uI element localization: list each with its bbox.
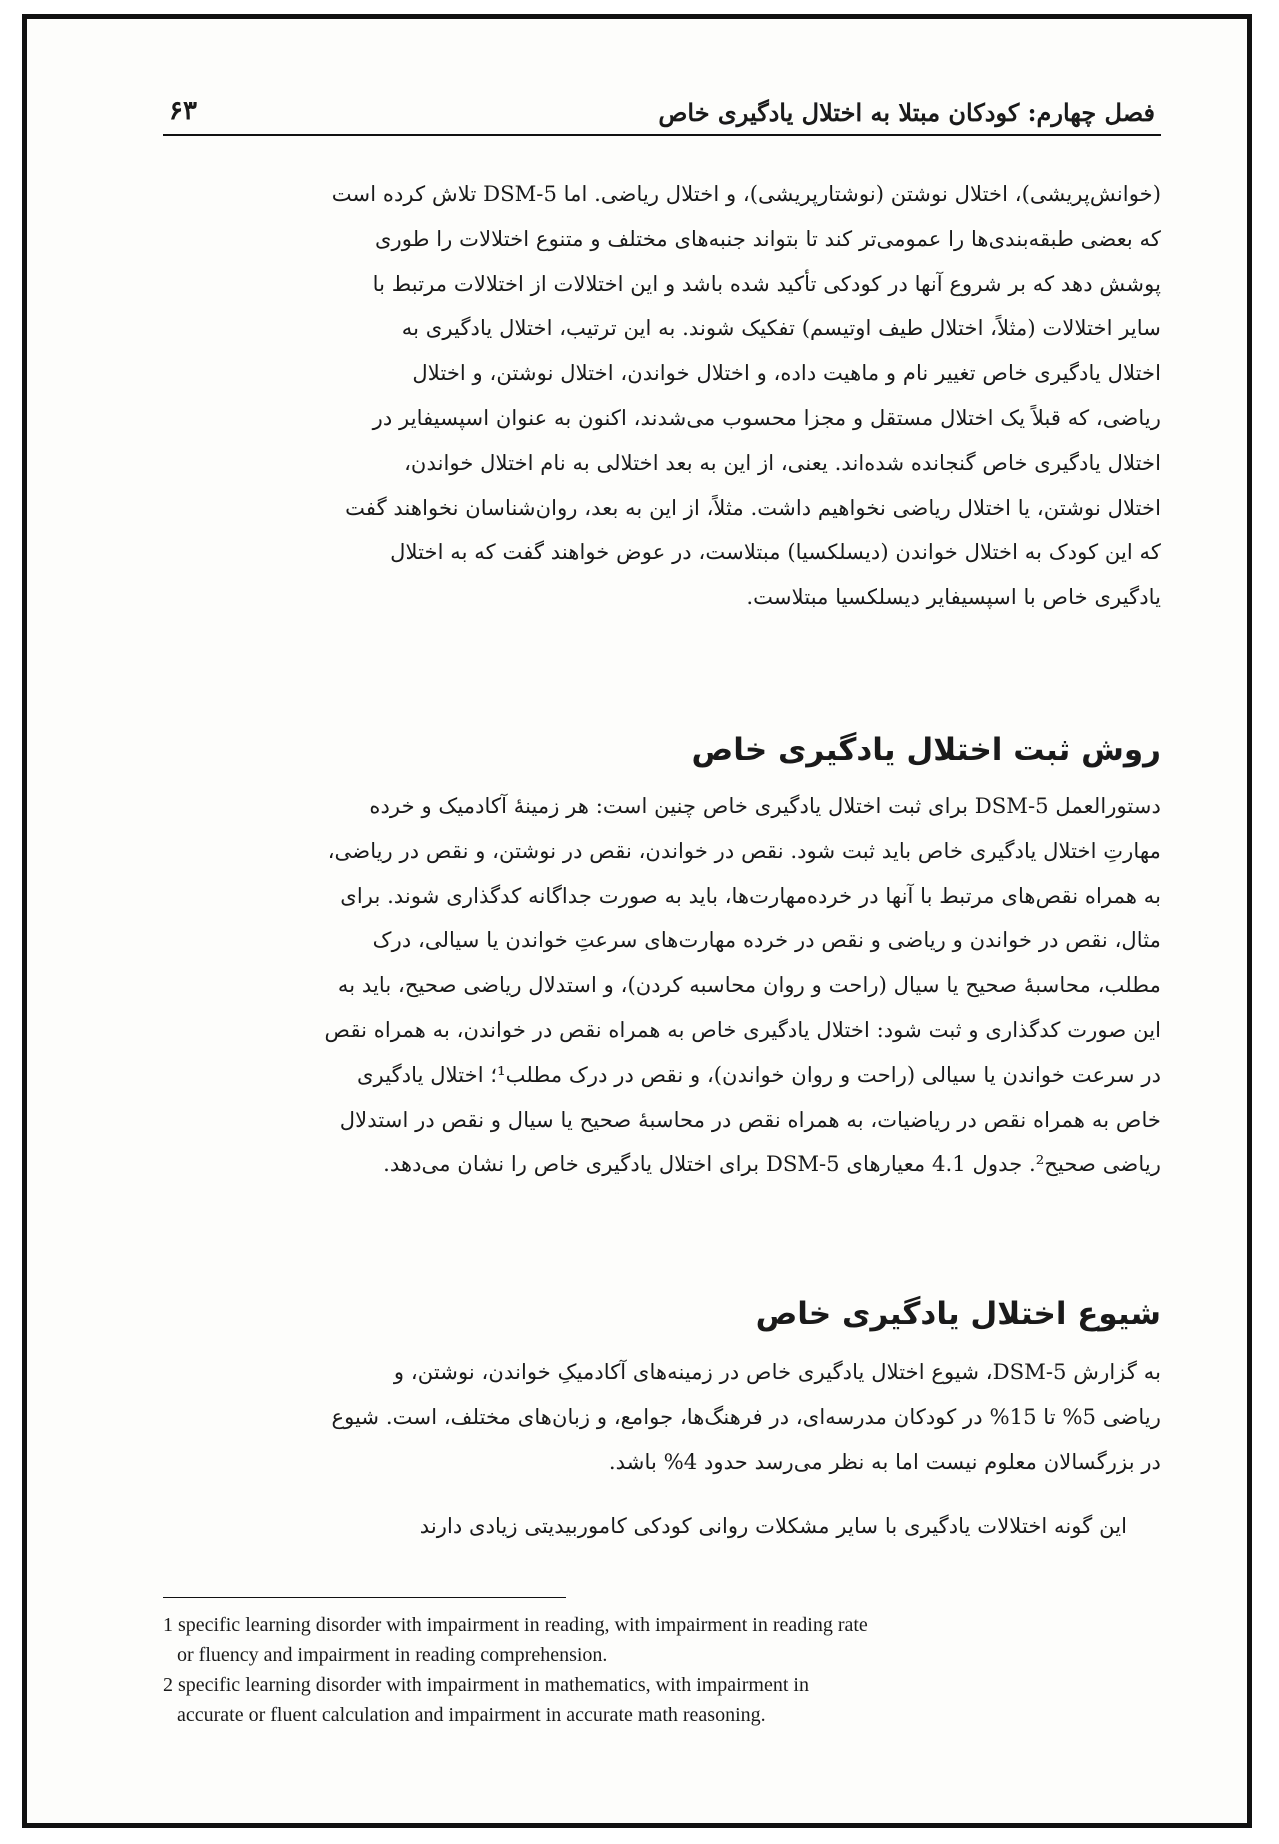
footnote-line: 2 specific learning disorder with impairment in mathematics, with impairment in: [163, 1674, 809, 1696]
text-line: به گزارش DSM-5، شیوع اختلال یادگیری خاص در زمینه‌های آکادمیکِ خواندن، نوشتن، و: [393, 1359, 1161, 1384]
page-number: ۶۳: [169, 96, 197, 126]
text-line: اختلال نوشتن، یا اختلال ریاضی نخواهیم داشت. مثلاً، از این به بعد، روان‌شناسان نخواهند گفت: [345, 494, 1161, 520]
footnote-2: [163, 1670, 1161, 1730]
text-line: (خوانش‌پریشی)، اختلال نوشتن (نوشتارپریشی)، و اختلال ریاضی. اما DSM-5 تلاش کرده است: [331, 181, 1161, 206]
text-line: که این کودک به اختلال خواندن (دیسلکسیا) مبتلاست، در عوض خواهند گفت که به اختلال: [390, 539, 1161, 565]
text-line: مثال، نقص در خواندن و ریاضی و نقص در خرده مهارت‌های سرعتِ خواندن یا سیالی، درک: [372, 927, 1161, 953]
text-line: این صورت کدگذاری و ثبت شود: اختلال یادگیری خاص به همراه نقص در خواندن، به همراه نقص: [324, 1016, 1161, 1042]
paragraph-prevalence: [163, 1350, 1161, 1484]
footnote-1: [163, 1610, 1161, 1670]
text-line: در بزرگسالان معلوم نیست اما به نظر می‌رسد حدود 4% باشد.: [608, 1448, 1161, 1474]
section-heading-registration: روش ثبت اختلال یادگیری خاص: [691, 732, 1161, 768]
text-line: دستورالعمل DSM-5 برای ثبت اختلال یادگیری خاص چنین است: هر زمینهٔ آکادمیک و خرده: [369, 793, 1161, 818]
footnote-line: or fluency and impairment in reading comprehension.: [177, 1644, 608, 1666]
paragraph-comorbidity: [163, 1504, 1161, 1549]
text-line: مطلب، محاسبهٔ صحیح یا سیال (راحت و روان محاسبه کردن)، و استدلال ریاضی صحیح، باید به: [337, 972, 1161, 998]
text-line: اختلال یادگیری خاص تغییر نام و ماهیت داده، و اختلال خواندن، اختلال نوشتن، و اختلال: [412, 360, 1161, 386]
text-line: ریاضی صحیح². جدول 4.1 معیارهای DSM-5 برای اختلال یادگیری خاص را نشان می‌دهد.: [383, 1151, 1161, 1177]
footnote-divider: [163, 1597, 566, 1598]
paragraph-intro: [163, 172, 1161, 620]
page-header: [163, 96, 1161, 136]
text-line: در سرعت خواندن یا سیالی (راحت و روان خواندن)، و نقص در درک مطلب¹؛ اختلال یادگیری: [356, 1061, 1161, 1087]
text-line: یادگیری خاص با اسپسیفایر دیسلکسیا مبتلاست.: [746, 584, 1161, 610]
text-line: اختلال یادگیری خاص گنجانده شده‌اند. یعنی، از این به بعد اختلالی به نام اختلال خواندن،: [404, 449, 1161, 475]
chapter-title: فصل چهارم: کودکان مبتلا به اختلال یادگیری خاص: [658, 98, 1155, 127]
text-line: این گونه اختلالات یادگیری با سایر مشکلات روانی کودکی کاموربیدیتی زیادی دارند: [419, 1513, 1127, 1538]
text-line: ریاضی 5% تا 15% در کودکان مدرسه‌ای، در فرهنگ‌ها، جوامع، و زبان‌های مختلف، است. شیوع: [331, 1403, 1161, 1429]
paragraph-registration: [163, 784, 1161, 1187]
text-line: ریاضی، که قبلاً یک اختلال مستقل و مجزا محسوب می‌شدند، اکنون به عنوان اسپسیفایر در: [372, 404, 1161, 430]
footnote-line: 1 specific learning disorder with impairment in reading, with impairment in reading rate: [163, 1614, 868, 1636]
text-line: به همراه نقص‌های مرتبط با آنها در خرده‌مهارت‌ها، باید به صورت جداگانه کدگذاری شوند. برای: [340, 882, 1161, 908]
text-line: پوشش دهد که بر شروع آنها در کودکی تأکید شده باشد و این اختلالات از اختلالات مرتبط با: [372, 270, 1161, 296]
footnotes: [163, 1610, 1161, 1730]
text-line: سایر اختلالات (مثلاً، اختلال طیف اوتیسم) تفکیک شوند. به این ترتیب، اختلال یادگیری به: [401, 315, 1161, 341]
text-line: که بعضی طبقه‌بندی‌ها را عمومی‌تر کند تا بتواند جنبه‌های مختلف و متنوع اختلالات را طوری: [374, 225, 1161, 251]
section-heading-prevalence: شیوع اختلال یادگیری خاص: [755, 1296, 1161, 1332]
footnote-line: accurate or fluent calculation and impairment in accurate math reasoning.: [177, 1704, 766, 1726]
text-line: مهارتِ اختلال یادگیری خاص باید ثبت شود. نقص در خواندن، نقص در نوشتن، و نقص در ریاضی،: [327, 837, 1161, 863]
text-line: خاص به همراه نقص در ریاضیات، به همراه نقص در محاسبهٔ صحیح یا سیال و نقص در استدلال: [339, 1106, 1161, 1132]
